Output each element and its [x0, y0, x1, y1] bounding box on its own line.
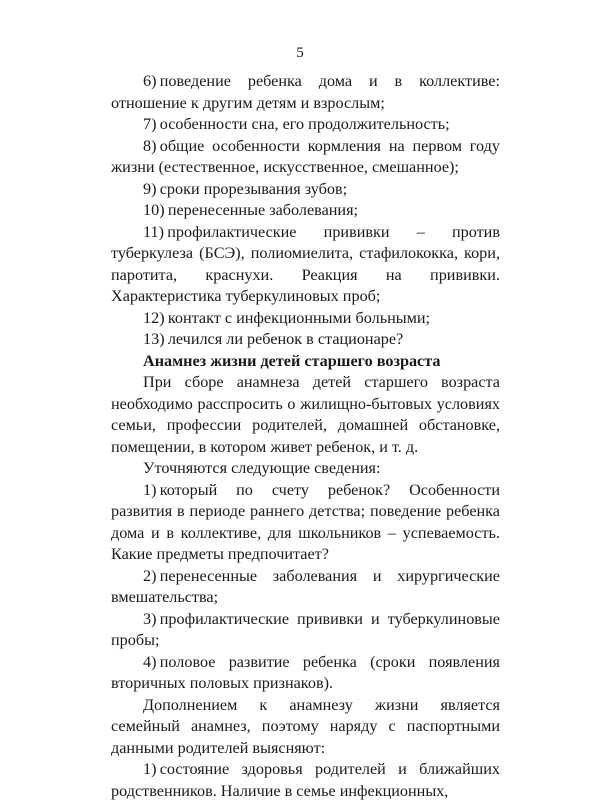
list-item: 13) лечился ли ребенок в стационаре?	[143, 330, 404, 348]
list-item: 8) общие особенности кормления на первом году жизни (естественное, искусственное, смешанное);	[111, 136, 500, 176]
list-item: 1) который по счету ребенок? Особенности развития в периоде раннего детства; поведение ребенка дома и в коллективе, для школьников – успеваемость. Какие предметы предпочитает?	[111, 480, 500, 563]
paragraph: Уточняются следующие сведения:	[143, 459, 381, 477]
paragraph: Дополнением к анамнезу жизни является семейный анамнез, поэтому наряду с паспортными данными родителей выясняют:	[111, 695, 500, 757]
list-item: 11) профилактические прививки – против туберкулеза (БСЭ), полиомиелита, стафилококка, кори, паротита, краснухи. Реакция на прививки. Характеристика туберкулиновых проб;	[111, 222, 500, 305]
paragraph: При сборе анамнеза детей старшего возраста необходимо расспросить о жилищно-бытовых условиях семьи, профессии родителей, домашней обстановке, помещении, в котором живет ребенок, и т. д.	[111, 373, 500, 456]
list-item: 4) половое развитие ребенка (сроки появления вторичных половых признаков).	[111, 652, 500, 692]
list-item: 3) профилактические прививки и туберкулиновые пробы;	[111, 609, 500, 649]
list-item: 12) контакт с инфекционными больными;	[143, 308, 431, 327]
list-item: 2) перенесенные заболевания и хирургические вмешательства;	[111, 566, 500, 606]
page-body	[111, 71, 500, 802]
list-item: 1) состояние здоровья родителей и ближайших родственников. Наличие в семье инфекционных,	[111, 760, 500, 800]
list-item: 7) особенности сна, его продолжительность;	[143, 115, 450, 133]
list-item: 10) перенесенные заболевания;	[143, 201, 359, 219]
page-number: 5	[296, 45, 304, 61]
list-item: 6) поведение ребенка дома и в коллективе: отношение к другим детям и взрослым;	[111, 72, 500, 112]
section-heading: Анамнез жизни детей старшего возраста	[143, 351, 441, 370]
list-item: 9) сроки прорезывания зубов;	[143, 179, 348, 198]
